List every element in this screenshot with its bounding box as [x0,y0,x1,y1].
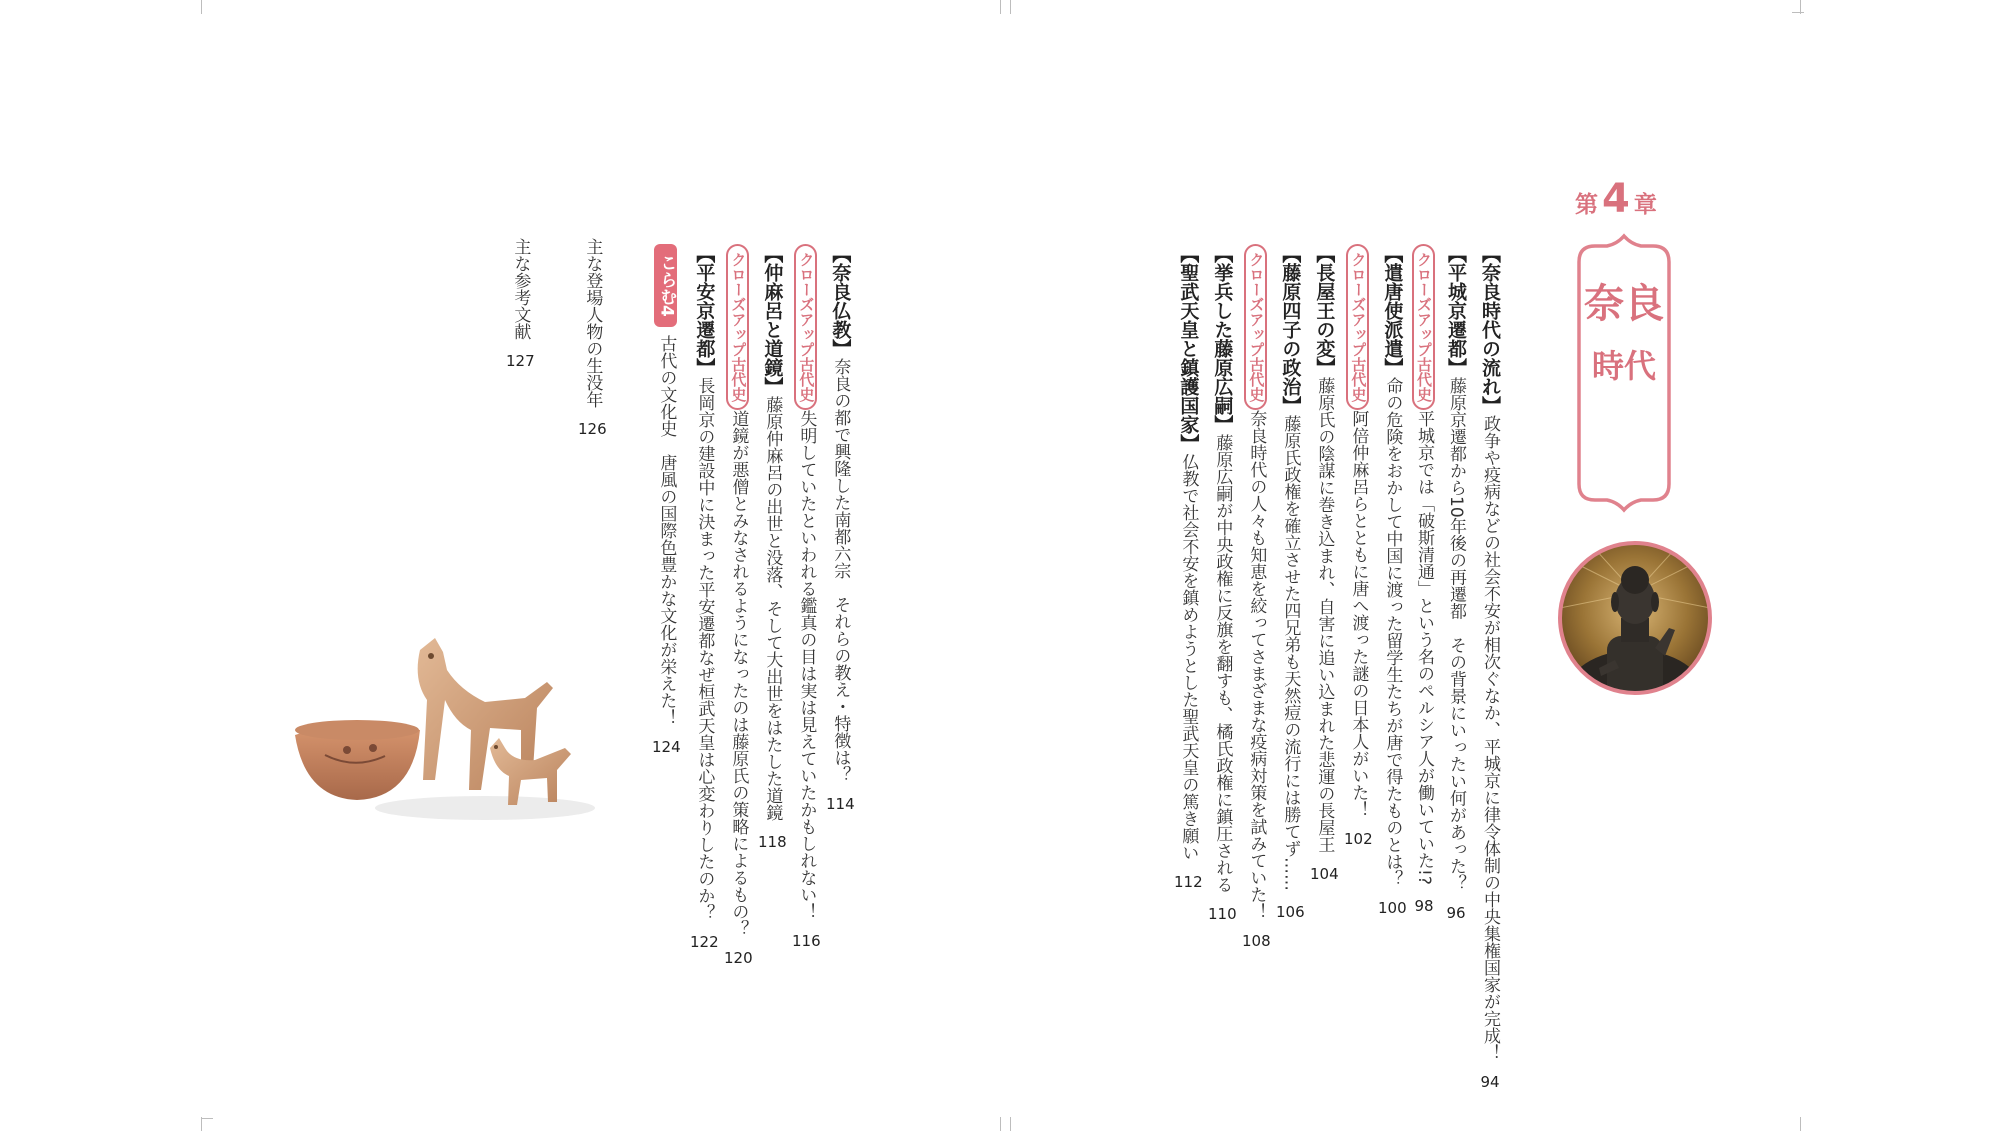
toc-entry[interactable] [1276,244,1305,920]
toc-entry-desc: 道鏡が悪僧とみなされるようになったのは藤原氏の策略によるもの？ [728,410,749,937]
crop-mark [1792,12,1804,13]
toc-entry-title: 【平安京遷都】 [693,244,716,377]
toc-entry-desc: 阿倍仲麻呂らとともに唐へ渡った謎の日本人がいた！ [1348,410,1369,818]
crop-mark [1000,1117,1001,1131]
crop-mark [1000,0,1001,14]
chapter-prefix: 第 [1575,192,1598,218]
toc-entry-title: 【奈良時代の流れ】 [1479,244,1501,415]
toc-entry[interactable] [1480,244,1500,1090]
crop-mark [201,1118,213,1119]
toc-entry-page: 112 [1174,873,1203,891]
toc-entry-desc: 古代の文化史 唐風の国際色豊かな文化が栄えた！ [656,334,677,726]
haniwa-photo [285,630,595,830]
toc-entry-title: 【挙兵した藤原広嗣】 [1211,244,1234,434]
crop-mark [1010,0,1011,14]
crop-mark [1800,1117,1801,1131]
toc-entry-desc: 藤原仲麻呂の出世と没落、そして大出世をはたした道鏡 [762,396,783,821]
toc-entry[interactable] [652,244,681,755]
toc-entry-page: 124 [652,737,681,756]
closeup-tag: クローズアップ古代史 [794,244,817,410]
chapter-suffix: 章 [1633,192,1657,218]
toc-entry-desc: 失明していたといわれる鑑真の目は実は見えていたかもしれない！ [796,410,817,920]
toc-entry[interactable] [724,244,753,966]
toc-entry-page: 122 [690,933,719,951]
column-tag: こらむ4 [654,244,677,327]
toc-entry-desc: 藤原氏の陰謀に巻き込まれ、自害に追い込まれた悲運の長屋王 [1314,377,1335,853]
era-title [1575,280,1673,386]
closeup-tag: クローズアップ古代史 [1412,244,1435,410]
appendix-page: 127 [506,352,535,370]
toc-entry-page: 106 [1276,903,1305,921]
closeup-tag: クローズアップ古代史 [726,244,749,410]
toc-entry-page: 100 [1378,899,1407,917]
toc-entry-desc: 奈良時代の人々も知恵を絞ってさまざまな疫病対策を試みていた！ [1246,410,1267,920]
toc-entry[interactable] [826,244,855,812]
toc-entry-page: 114 [826,795,855,813]
toc-entry[interactable] [1310,244,1339,882]
toc-entry-title: 【藤原四子の政治】 [1279,244,1302,415]
toc-entry-title: 【長屋王の変】 [1313,244,1336,377]
toc-entry[interactable] [758,244,787,850]
toc-entry-page: 104 [1310,865,1339,883]
toc-entry-desc: 藤原氏政権を確立させた四兄弟も天然痘の流行には勝てず…… [1280,415,1301,891]
crop-mark [201,0,202,14]
toc-entry[interactable] [1174,244,1203,890]
chapter-number: 4 [1602,176,1630,222]
toc-entry[interactable] [1344,244,1373,847]
toc-entry[interactable] [1446,244,1466,921]
toc-entry-desc: 藤原京遷都から10年後の再遷都 その背景にいったい何があった？ [1446,377,1466,892]
toc-entry[interactable] [1378,244,1407,916]
toc-entry-page: 102 [1344,830,1373,848]
toc-entry-title: 【聖武天皇と鎮護国家】 [1177,244,1200,453]
era-line2: 時代 [1591,347,1656,385]
toc-entry-page: 120 [724,949,753,967]
toc-entry-page: 110 [1208,905,1237,923]
toc-entry[interactable] [690,244,719,950]
toc-entry-page: 96 [1446,903,1466,922]
toc-entry-desc: 政争や疫病などの社会不安が相次ぐなか、平城京に律令体制の中央集権国家が完成！ [1480,415,1500,1061]
chapter-label [1575,176,1657,222]
toc-entry-page: 116 [792,932,821,950]
era-line1: 奈良 [1584,281,1664,327]
toc-entry-title: 【奈良仏教】 [829,244,852,358]
appendix-title: 主な登場人物の生没年 [582,238,603,408]
appendix-entry[interactable] [578,238,607,437]
toc-entry-desc: 奈良の都で興隆した南都六宗 それらの教え・特徴は？ [830,358,851,783]
appendix-title: 主な参考文献 [510,238,531,340]
toc-entry-page: 108 [1242,932,1271,950]
closeup-tag: クローズアップ古代史 [1244,244,1267,410]
toc-entry-title: 【遣唐使派遣】 [1381,244,1404,377]
appendix-entry[interactable] [506,238,535,369]
appendix-page: 126 [578,420,607,438]
toc-entry-desc: 長岡京の建設中に決まった平安遷都なぜ桓武天皇は心変わりしたのか？ [694,377,715,921]
closeup-tag: クローズアップ古代史 [1346,244,1369,410]
toc-entry-desc: 藤原広嗣が中央政権に反旗を翻すも、橘氏政権に鎮圧される [1212,434,1233,893]
toc-entry[interactable] [792,244,821,949]
crop-mark [1010,1117,1011,1131]
toc-entry-title: 【平城京遷都】 [1445,244,1467,377]
toc-entry-page: 94 [1480,1073,1500,1091]
crop-mark [201,1117,202,1131]
toc-entry-page: 118 [758,833,787,851]
toc-entry[interactable] [1242,244,1271,949]
toc-entry-desc: 命の危険をおかして中国に渡った留学生たちが唐で得たものとは？ [1382,377,1403,887]
toc-entry[interactable] [1412,244,1435,914]
toc-entry-page: 98 [1414,896,1434,915]
toc-entry-title: 【仲麻呂と道鏡】 [761,244,784,396]
buddha-photo [1555,538,1715,698]
toc-entry[interactable] [1208,244,1237,922]
toc-entry-desc: 平城京では「破斯清通」という名のペルシア人が働いていた!? [1414,410,1434,885]
toc-entry-desc: 仏教で社会不安を鎮めようとした聖武天皇の篤き願い [1178,453,1199,861]
